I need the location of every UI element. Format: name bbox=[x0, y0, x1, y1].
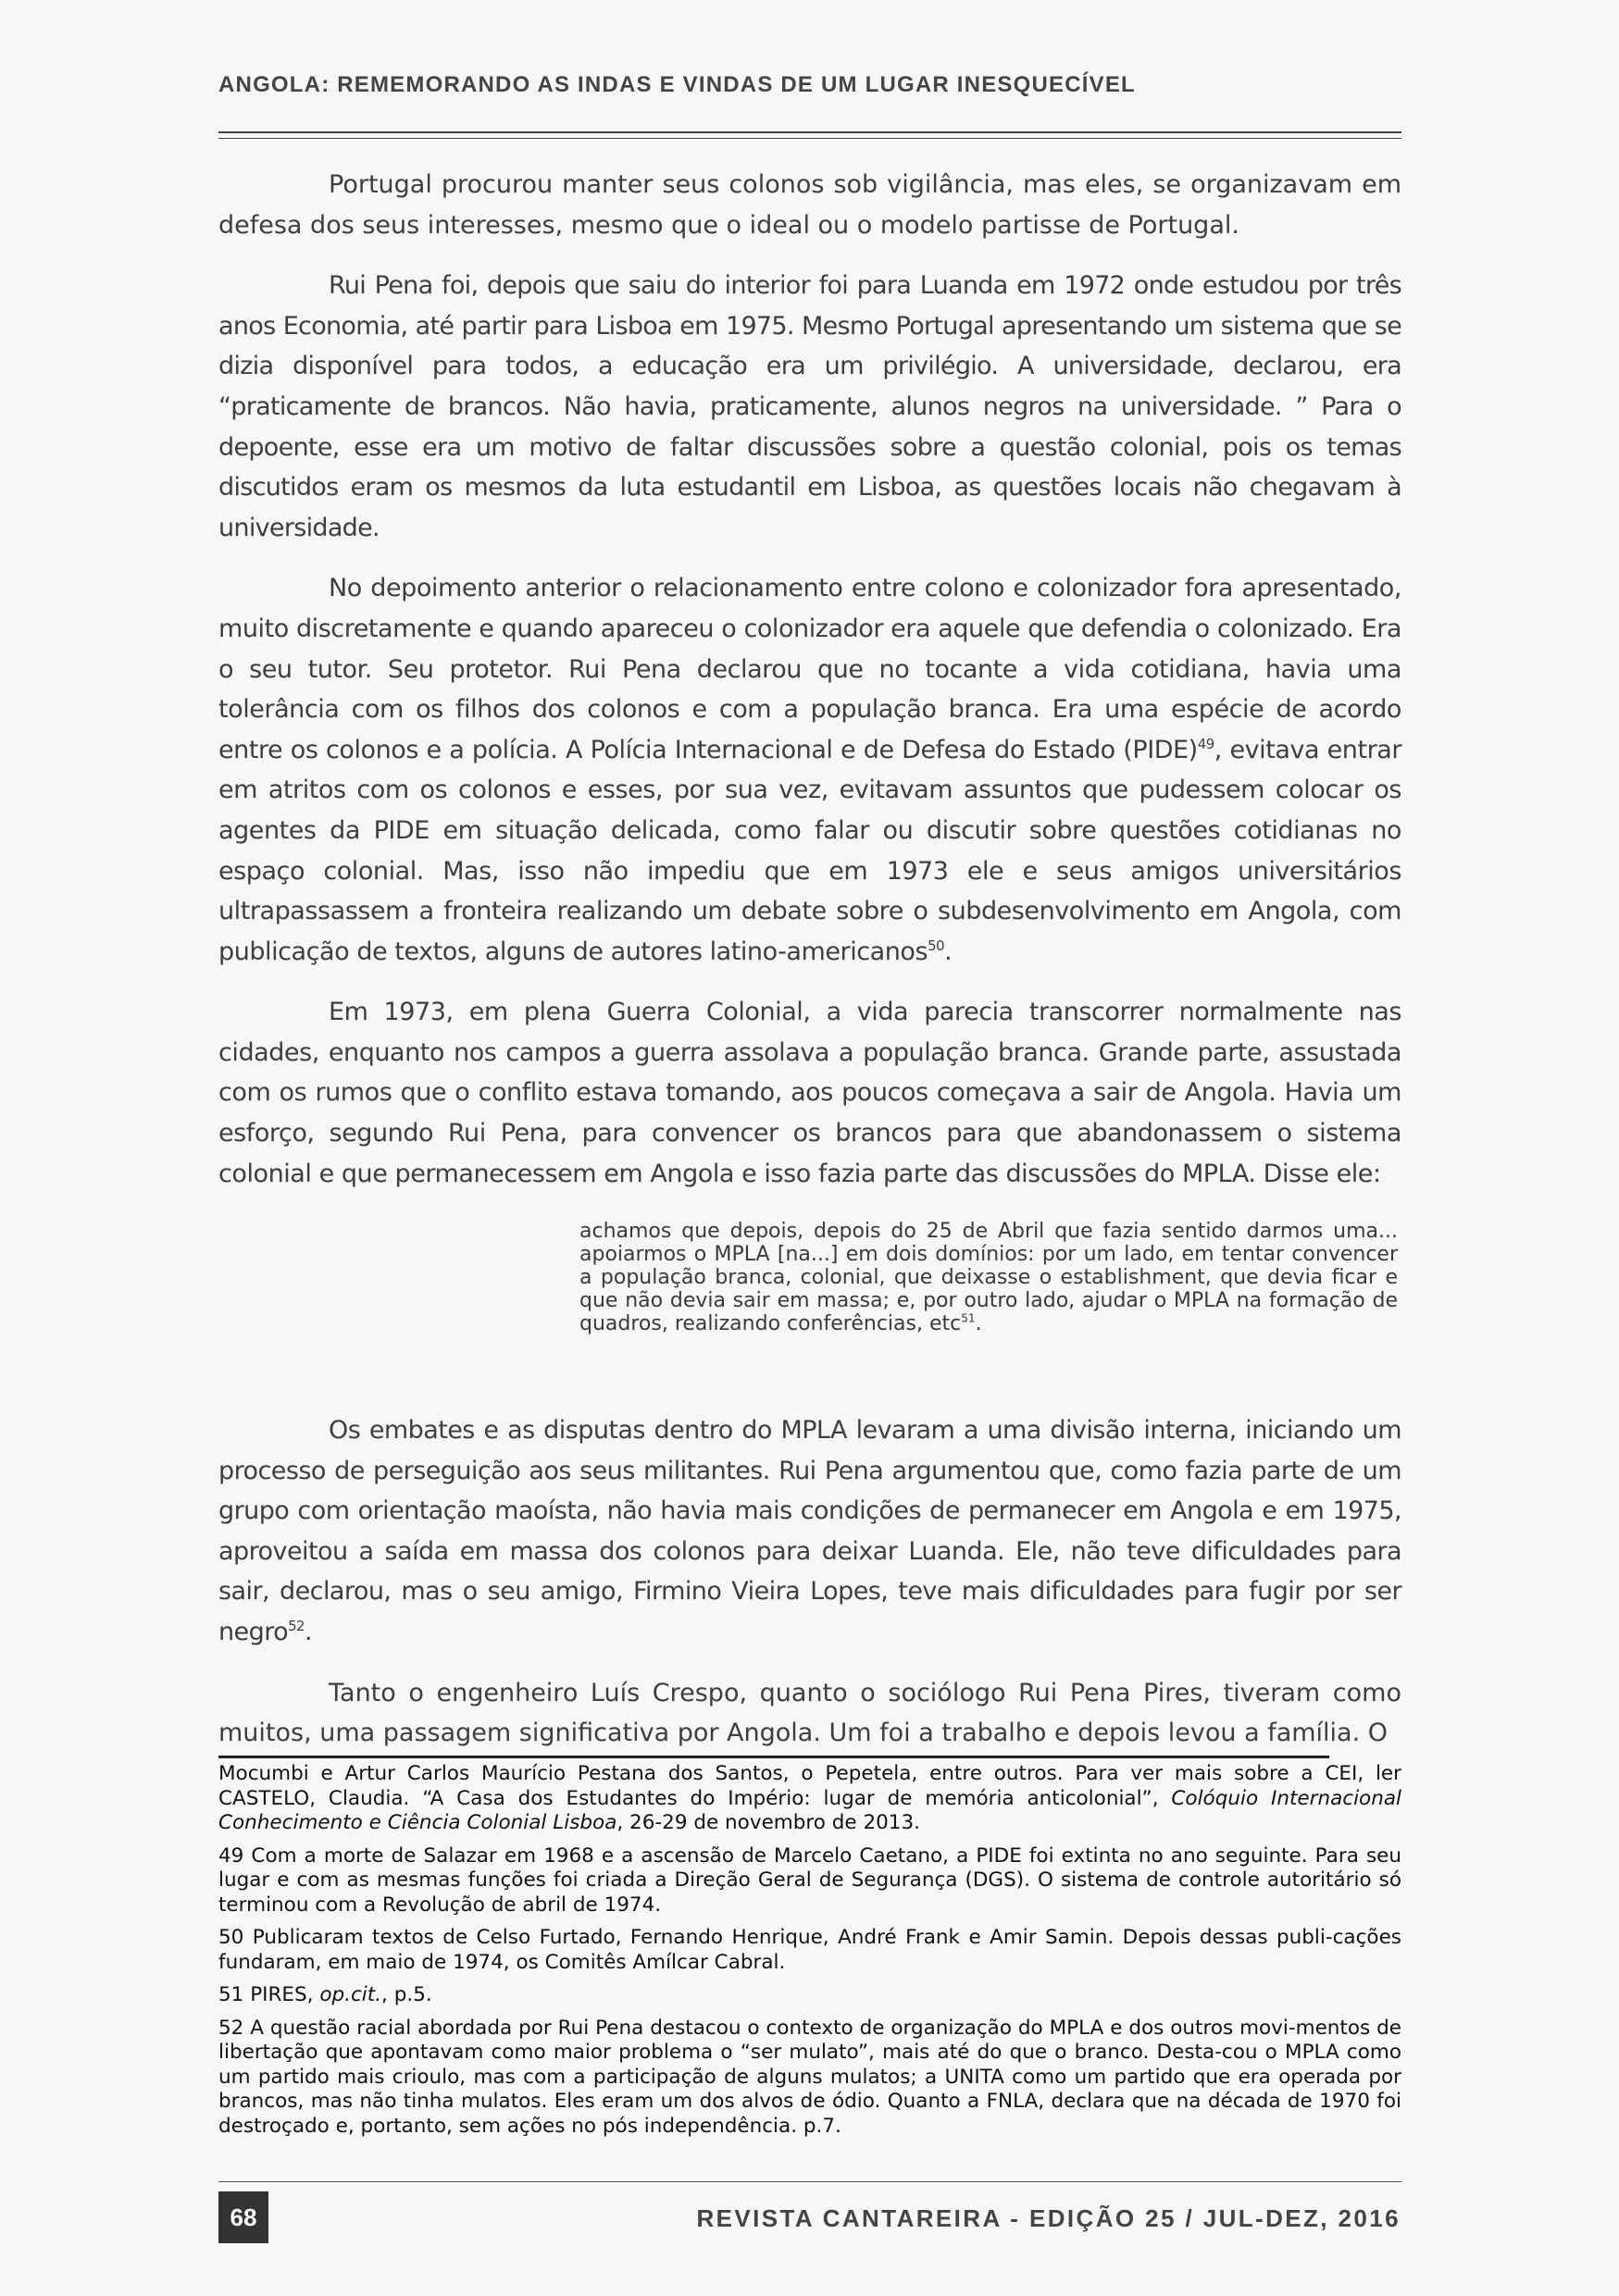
journal-title: REVISTA CANTAREIRA - EDIÇÃO 25 / JUL-DEZ, 2016 bbox=[696, 2204, 1401, 2232]
page-number: 68 bbox=[218, 2191, 268, 2243]
paragraph-4: Em 1973, em plena Guerra Colonial, a vida parecia transcorrer normalmente nas cidades, enquanto nos campos a guerra assolava a população branca. Grande parte, assustada com os rumos que o conflito estava tomando, aos poucos começava a sair de Angola. Havia um esforço, segundo Rui Pena, para convencer os brancos para que abandonassem o sistema colonial e que permanecessem em Angola e isso fazia parte das discussões do MPLA. Disse ele: bbox=[218, 998, 1401, 1188]
paragraph-1: Portugal procurou manter seus colonos sob vigilância, mas eles, se organizavam em defesa dos seus interesses, mesmo que o ideal ou o modelo partisse de Portugal. bbox=[218, 170, 1401, 240]
footnote-50: 50 Publicaram textos de Celso Furtado, Fernando Henrique, André Frank e Amir Samin. Depois dessas publi-cações fundaram, em maio de 1974, os Comitês Amílcar Cabral. bbox=[218, 1926, 1401, 1974]
header-rule-top bbox=[218, 131, 1401, 133]
header-rule-bottom bbox=[218, 138, 1401, 139]
footer-rule bbox=[218, 2181, 1401, 2182]
paragraph-5-text-a: Os embates e as disputas dentro do MPLA levaram a uma divisão interna, iniciando um processo de perseguição aos seus militantes. Rui Pena argumentou que, como fazia parte de um grupo com orientação maoísta, não havia mais condições de permanecer em Angola e em 1975, aproveitou a saída em massa dos colonos para deixar Luanda. Ele, não teve dificuldades para sair, declarou, mas o seu amigo, Firmino Vieira Lopes, teve mais dificuldades para fugir por ser negro bbox=[218, 1416, 1401, 1646]
footnote-51-text-a: 51 PIRES, bbox=[218, 1983, 320, 2006]
footnote-51-italic: op.cit. bbox=[319, 1983, 382, 2006]
paragraph-5-text-c: . bbox=[304, 1617, 312, 1646]
footnote-continued-italic: Colóquio Internacional Conhecimento e Ciência Colonial Lisboa bbox=[218, 1786, 1401, 1834]
paragraph-2: Rui Pena foi, depois que saiu do interior foi para Luanda em 1972 onde estudou por três anos Economia, até partir para Lisboa em 1975. Mesmo Portugal apresentando um sistema que se dizia disponível para todos, a educação era um privilégio. A universidade, declarou, era “praticamente de brancos. Não havia, praticamente, alunos negros na universidade. ” Para o depoente, esse era um motivo de faltar discussões sobre a questão colonial, pois os temas discutidos eram os mesmos da luta estudantil em Lisboa, as questões locais não chegavam à universidade. bbox=[218, 271, 1401, 542]
footnote-ref-50: 50 bbox=[928, 937, 945, 954]
footnote-51-text-c: , p.5. bbox=[381, 1983, 432, 2006]
main-text-continued bbox=[218, 1410, 1401, 1774]
footnote-continued bbox=[218, 1762, 1401, 1836]
footnote-52: 52 A questão racial abordada por Rui Pena destacou o contexto de organização do MPLA e dos outros movi-mentos de libertação que apontavam como maior problema o “ser mulato”, mais até do que o branco. Desta-cou o MPLA como um partido mais crioulo, mas com a participação de alguns mulatos; a UNITA como um partido que era operada por brancos, mas não tinha mulatos. Eles eram um dos alvos de ódio. Quanto a FNLA, declara que na década de 1970 foi destroçado e, portanto, sem ações no pós independência. p.7. bbox=[218, 2016, 1401, 2138]
block-quote-end: . bbox=[975, 1312, 982, 1335]
footnote-continued-text-c: , 26-29 de novembro de 2013. bbox=[616, 1811, 920, 1834]
block-quote-text: achamos que depois, depois do 25 de Abril que fazia sentido darmos uma... apoiarmos o MPLA [na...] em dois domínios: por um lado, em tentar convencer a população branca, colonial, que deixasse o establishment, que devia ficar e que não devia sair em massa; e, por outro lado, ajudar o MPLA na formação de quadros, realizando conferências, etc bbox=[579, 1220, 1398, 1335]
paragraph-5 bbox=[218, 1410, 1401, 1653]
footnote-ref-52: 52 bbox=[288, 1617, 305, 1634]
main-text bbox=[218, 165, 1401, 1214]
footnotes bbox=[218, 1762, 1401, 2147]
paragraph-3-text-b: , evitava entrar em atritos com os colonos e esses, por sua vez, evitavam assuntos que pudessem colocar os agentes da PIDE em situação delicada, como falar ou discutir sobre questões cotidianas no espaço colonial. Mas, isso não impediu que em 1973 ele e seus amigos universitários ultrapassassem a fronteira realizando um debate sobre o subdesenvolvimento em Angola, com publicação de textos, alguns de autores latino-americanos bbox=[218, 735, 1401, 966]
paragraph-3 bbox=[218, 568, 1401, 972]
footnote-ref-49: 49 bbox=[1197, 735, 1214, 752]
running-header-title: ANGOLA: REMEMORANDO AS INDAS E VINDAS DE UM LUGAR INESQUECÍVEL bbox=[218, 72, 1136, 97]
footnote-51 bbox=[218, 1983, 1401, 2008]
footnote-ref-51: 51 bbox=[961, 1311, 976, 1325]
footnote-continued-text-a: Mocumbi e Artur Carlos Maurício Pestana dos Santos, o Pepetela, entre outros. Para ver mais sobre a CEI, ler CASTELO, Claudia. “A Casa dos Estudantes do Império: lugar de memória anticolonial”, bbox=[218, 1762, 1401, 1810]
paragraph-3-text-a: No depoimento anterior o relacionamento entre colono e colonizador fora apresentado, muito discretamente e quando apareceu o colonizador era aquele que defendia o colonizado. Era o seu tutor. Seu protetor. Rui Pena declarou que no tocante a vida cotidiana, havia uma tolerância com os filhos dos colonos e com a população branca. Era uma espécie de acordo entre os colonos e a polícia. A Polícia Internacional e de Defesa do Estado (PIDE) bbox=[218, 574, 1401, 764]
paragraph-3-text-c: . bbox=[944, 937, 953, 966]
paragraph-6: Tanto o engenheiro Luís Crespo, quanto o sociólogo Rui Pena Pires, tiveram como muitos, uma passagem significativa por Angola. Um foi a trabalho e depois levou a família. O bbox=[218, 1678, 1401, 1748]
footnote-49: 49 Com a morte de Salazar em 1968 e a ascensão de Marcelo Caetano, a PIDE foi extinta no ano seguinte. Para seu lugar e com as mesmas funções foi criada a Direção Geral de Segurança (DGS). O sistema de controle autoritário só terminou com a Revolução de abril de 1974. bbox=[218, 1843, 1401, 1917]
block-quote bbox=[579, 1220, 1398, 1335]
footnote-separator bbox=[218, 1756, 1329, 1758]
